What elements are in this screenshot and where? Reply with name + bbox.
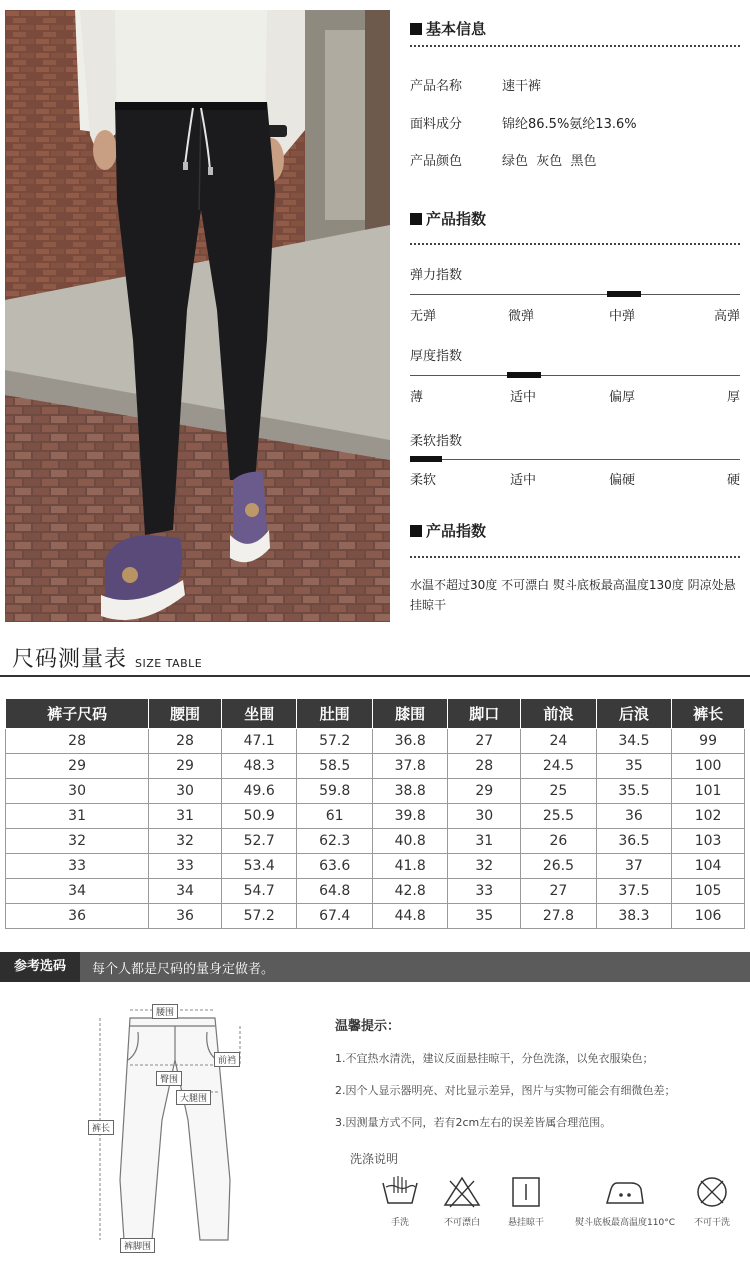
table-row (6, 779, 745, 804)
square-bullet-icon (410, 23, 422, 35)
product-index-title: 产品指数 (410, 208, 486, 229)
table-cell: 32 (149, 829, 222, 854)
info-row-fabric: 面料成分 锦纶86.5%氨纶13.6% (410, 117, 637, 132)
table-cell: 30 (149, 779, 222, 804)
table-cell: 30 (448, 804, 521, 829)
table-row (6, 804, 745, 829)
table-cell: 35 (596, 754, 671, 779)
wash-item: 手洗 (360, 1175, 440, 1228)
table-cell: 27 (521, 879, 596, 904)
table-row (6, 904, 745, 929)
table-cell: 64.8 (297, 879, 372, 904)
table-cell: 49.6 (221, 779, 296, 804)
no-bleach-icon (442, 1175, 482, 1209)
table-cell: 44.8 (372, 904, 447, 929)
table-cell: 28 (448, 754, 521, 779)
table-row (6, 879, 745, 904)
table-row (6, 854, 745, 879)
hand-wash-icon (380, 1175, 420, 1209)
table-cell: 32 (448, 854, 521, 879)
thickness-index-scale (410, 375, 740, 376)
table-cell: 53.4 (221, 854, 296, 879)
pants-measurement-diagram (80, 1000, 250, 1255)
product-info-panel: 基本信息 产品名称 速干裤 面料成分 锦纶86.5%氨纶13.6% 产品颜色 绿色 灰色 黑色 产品指数 弹力指数 无弹 微弹 中弹 高弹 厚度指数 薄 适中 偏厚 厚 柔软指数 柔软 适中 偏硬 硬 产品指数 水温不超过30度 不可漂白 熨斗底板最高温度130度 阴凉处悬挂晾干 (410, 0, 740, 622)
table-cell: 38.8 (372, 779, 447, 804)
header-cell: 脚口 (448, 699, 521, 729)
elasticity-index-marker (607, 291, 641, 297)
tip-line: 1.不宜热水清洗，建议反面悬挂晾干，分色洗涤，以免衣服染色； (335, 1052, 654, 1065)
length-label: 裤长 (88, 1120, 114, 1135)
table-cell: 50.9 (221, 804, 296, 829)
leg-opening-label: 裤脚围 (120, 1238, 155, 1253)
table-cell: 104 (672, 854, 745, 879)
table-cell: 28 (6, 729, 149, 754)
table-cell: 37.8 (372, 754, 447, 779)
header-cell: 膝围 (372, 699, 447, 729)
size-table-header-row (6, 699, 745, 729)
table-cell: 41.8 (372, 854, 447, 879)
table-cell: 48.3 (221, 754, 296, 779)
wash-item: 不可漂白 (422, 1175, 502, 1228)
table-cell: 26.5 (521, 854, 596, 879)
table-cell: 27.8 (521, 904, 596, 929)
table-cell: 59.8 (297, 779, 372, 804)
table-cell: 99 (672, 729, 745, 754)
wash-item: 不可干洗 (672, 1175, 750, 1228)
softness-index-marker (410, 456, 442, 462)
warm-tips (335, 1015, 740, 1130)
table-row (6, 829, 745, 854)
table-cell: 47.1 (221, 729, 296, 754)
table-cell: 31 (6, 804, 149, 829)
dotted-divider (410, 45, 740, 47)
table-cell: 102 (672, 804, 745, 829)
header-cell: 前浪 (521, 699, 596, 729)
info-row-name: 产品名称 速干裤 (410, 79, 542, 94)
table-cell: 34 (149, 879, 222, 904)
table-cell: 34.5 (596, 729, 671, 754)
dotted-divider (410, 243, 740, 245)
table-cell: 52.7 (221, 829, 296, 854)
table-cell: 24 (521, 729, 596, 754)
front-rise-label: 前裆 (214, 1052, 240, 1067)
table-cell: 29 (149, 754, 222, 779)
table-cell: 62.3 (297, 829, 372, 854)
table-cell: 63.6 (297, 854, 372, 879)
thickness-index-marker (507, 372, 541, 378)
product-photo (5, 10, 390, 622)
softness-index-label: 柔软指数 (410, 434, 463, 449)
table-cell: 24.5 (521, 754, 596, 779)
hang-dry-icon (506, 1175, 546, 1209)
tips-title: 温馨提示： (335, 1019, 401, 1034)
tip-line: 2.因个人显示器明亮、对比显示差异，图片与实物可能会有细微色差； (335, 1084, 676, 1097)
table-cell: 39.8 (372, 804, 447, 829)
size-table-heading: 尺码测量表 SIZE TABLE (12, 647, 203, 672)
table-cell: 33 (6, 854, 149, 879)
table-cell: 35.5 (596, 779, 671, 804)
reference-tag: 参考选码 (0, 952, 80, 982)
table-cell: 101 (672, 779, 745, 804)
table-cell: 36 (149, 904, 222, 929)
table-cell: 36 (596, 804, 671, 829)
no-tumble-dry-icon (692, 1175, 732, 1209)
table-cell: 33 (448, 879, 521, 904)
table-cell: 25 (521, 779, 596, 804)
table-cell: 103 (672, 829, 745, 854)
table-cell: 27 (448, 729, 521, 754)
size-table-divider (0, 675, 750, 677)
table-cell: 57.2 (297, 729, 372, 754)
table-cell: 37 (596, 854, 671, 879)
table-cell: 42.8 (372, 879, 447, 904)
basic-info-title: 基本信息 (410, 18, 486, 39)
table-cell: 36.5 (596, 829, 671, 854)
table-cell: 106 (672, 904, 745, 929)
thigh-label: 大腿围 (176, 1090, 211, 1105)
header-cell: 裤长 (672, 699, 745, 729)
table-cell: 29 (6, 754, 149, 779)
thickness-index-label: 厚度指数 (410, 349, 463, 364)
table-row (6, 729, 745, 754)
iron-110-icon (603, 1175, 647, 1209)
table-cell: 31 (448, 829, 521, 854)
info-row-color: 产品颜色 绿色 灰色 黑色 (410, 154, 597, 169)
table-cell: 58.5 (297, 754, 372, 779)
wash-icons (360, 1175, 740, 1235)
hip-label: 臀围 (156, 1071, 182, 1086)
wash-instructions-title: 洗涤说明 (350, 1152, 399, 1166)
softness-index-scale (410, 459, 740, 460)
table-cell: 61 (297, 804, 372, 829)
header-cell: 坐围 (221, 699, 296, 729)
waist-label: 腰围 (152, 1004, 178, 1019)
reference-text: 每个人都是尺码的量身定做者。 (92, 961, 275, 977)
table-cell: 40.8 (372, 829, 447, 854)
reference-bar (0, 952, 750, 982)
table-cell: 25.5 (521, 804, 596, 829)
wash-item: 悬挂晾干 (486, 1175, 566, 1228)
table-cell: 57.2 (221, 904, 296, 929)
wash-item: 熨斗底板最高温度110°C (570, 1175, 680, 1228)
table-cell: 29 (448, 779, 521, 804)
header-cell: 肚围 (297, 699, 372, 729)
table-cell: 105 (672, 879, 745, 904)
size-table (5, 698, 745, 929)
table-cell: 32 (6, 829, 149, 854)
table-cell: 37.5 (596, 879, 671, 904)
table-cell: 100 (672, 754, 745, 779)
table-cell: 36.8 (372, 729, 447, 754)
header-cell: 裤子尺码 (6, 699, 149, 729)
table-cell: 28 (149, 729, 222, 754)
dotted-divider (410, 556, 740, 558)
table-cell: 30 (6, 779, 149, 804)
table-cell: 26 (521, 829, 596, 854)
table-cell: 34 (6, 879, 149, 904)
table-row (6, 754, 745, 779)
table-cell: 35 (448, 904, 521, 929)
elasticity-index-scale (410, 294, 740, 295)
header-cell: 腰围 (149, 699, 222, 729)
table-cell: 54.7 (221, 879, 296, 904)
tip-line: 3.因测量方式不同，若有2cm左右的误差皆属合理范围。 (335, 1116, 612, 1129)
square-bullet-icon (410, 213, 422, 225)
care-instructions-text: 水温不超过30度 不可漂白 熨斗底板最高温度130度 阴凉处悬挂晾干 (410, 578, 736, 612)
table-cell: 33 (149, 854, 222, 879)
square-bullet-icon (410, 525, 422, 537)
table-cell: 31 (149, 804, 222, 829)
table-cell: 36 (6, 904, 149, 929)
table-cell: 67.4 (297, 904, 372, 929)
header-cell: 后浪 (596, 699, 671, 729)
elasticity-index-label: 弹力指数 (410, 268, 463, 283)
care-section-title: 产品指数 (410, 520, 486, 541)
table-cell: 38.3 (596, 904, 671, 929)
